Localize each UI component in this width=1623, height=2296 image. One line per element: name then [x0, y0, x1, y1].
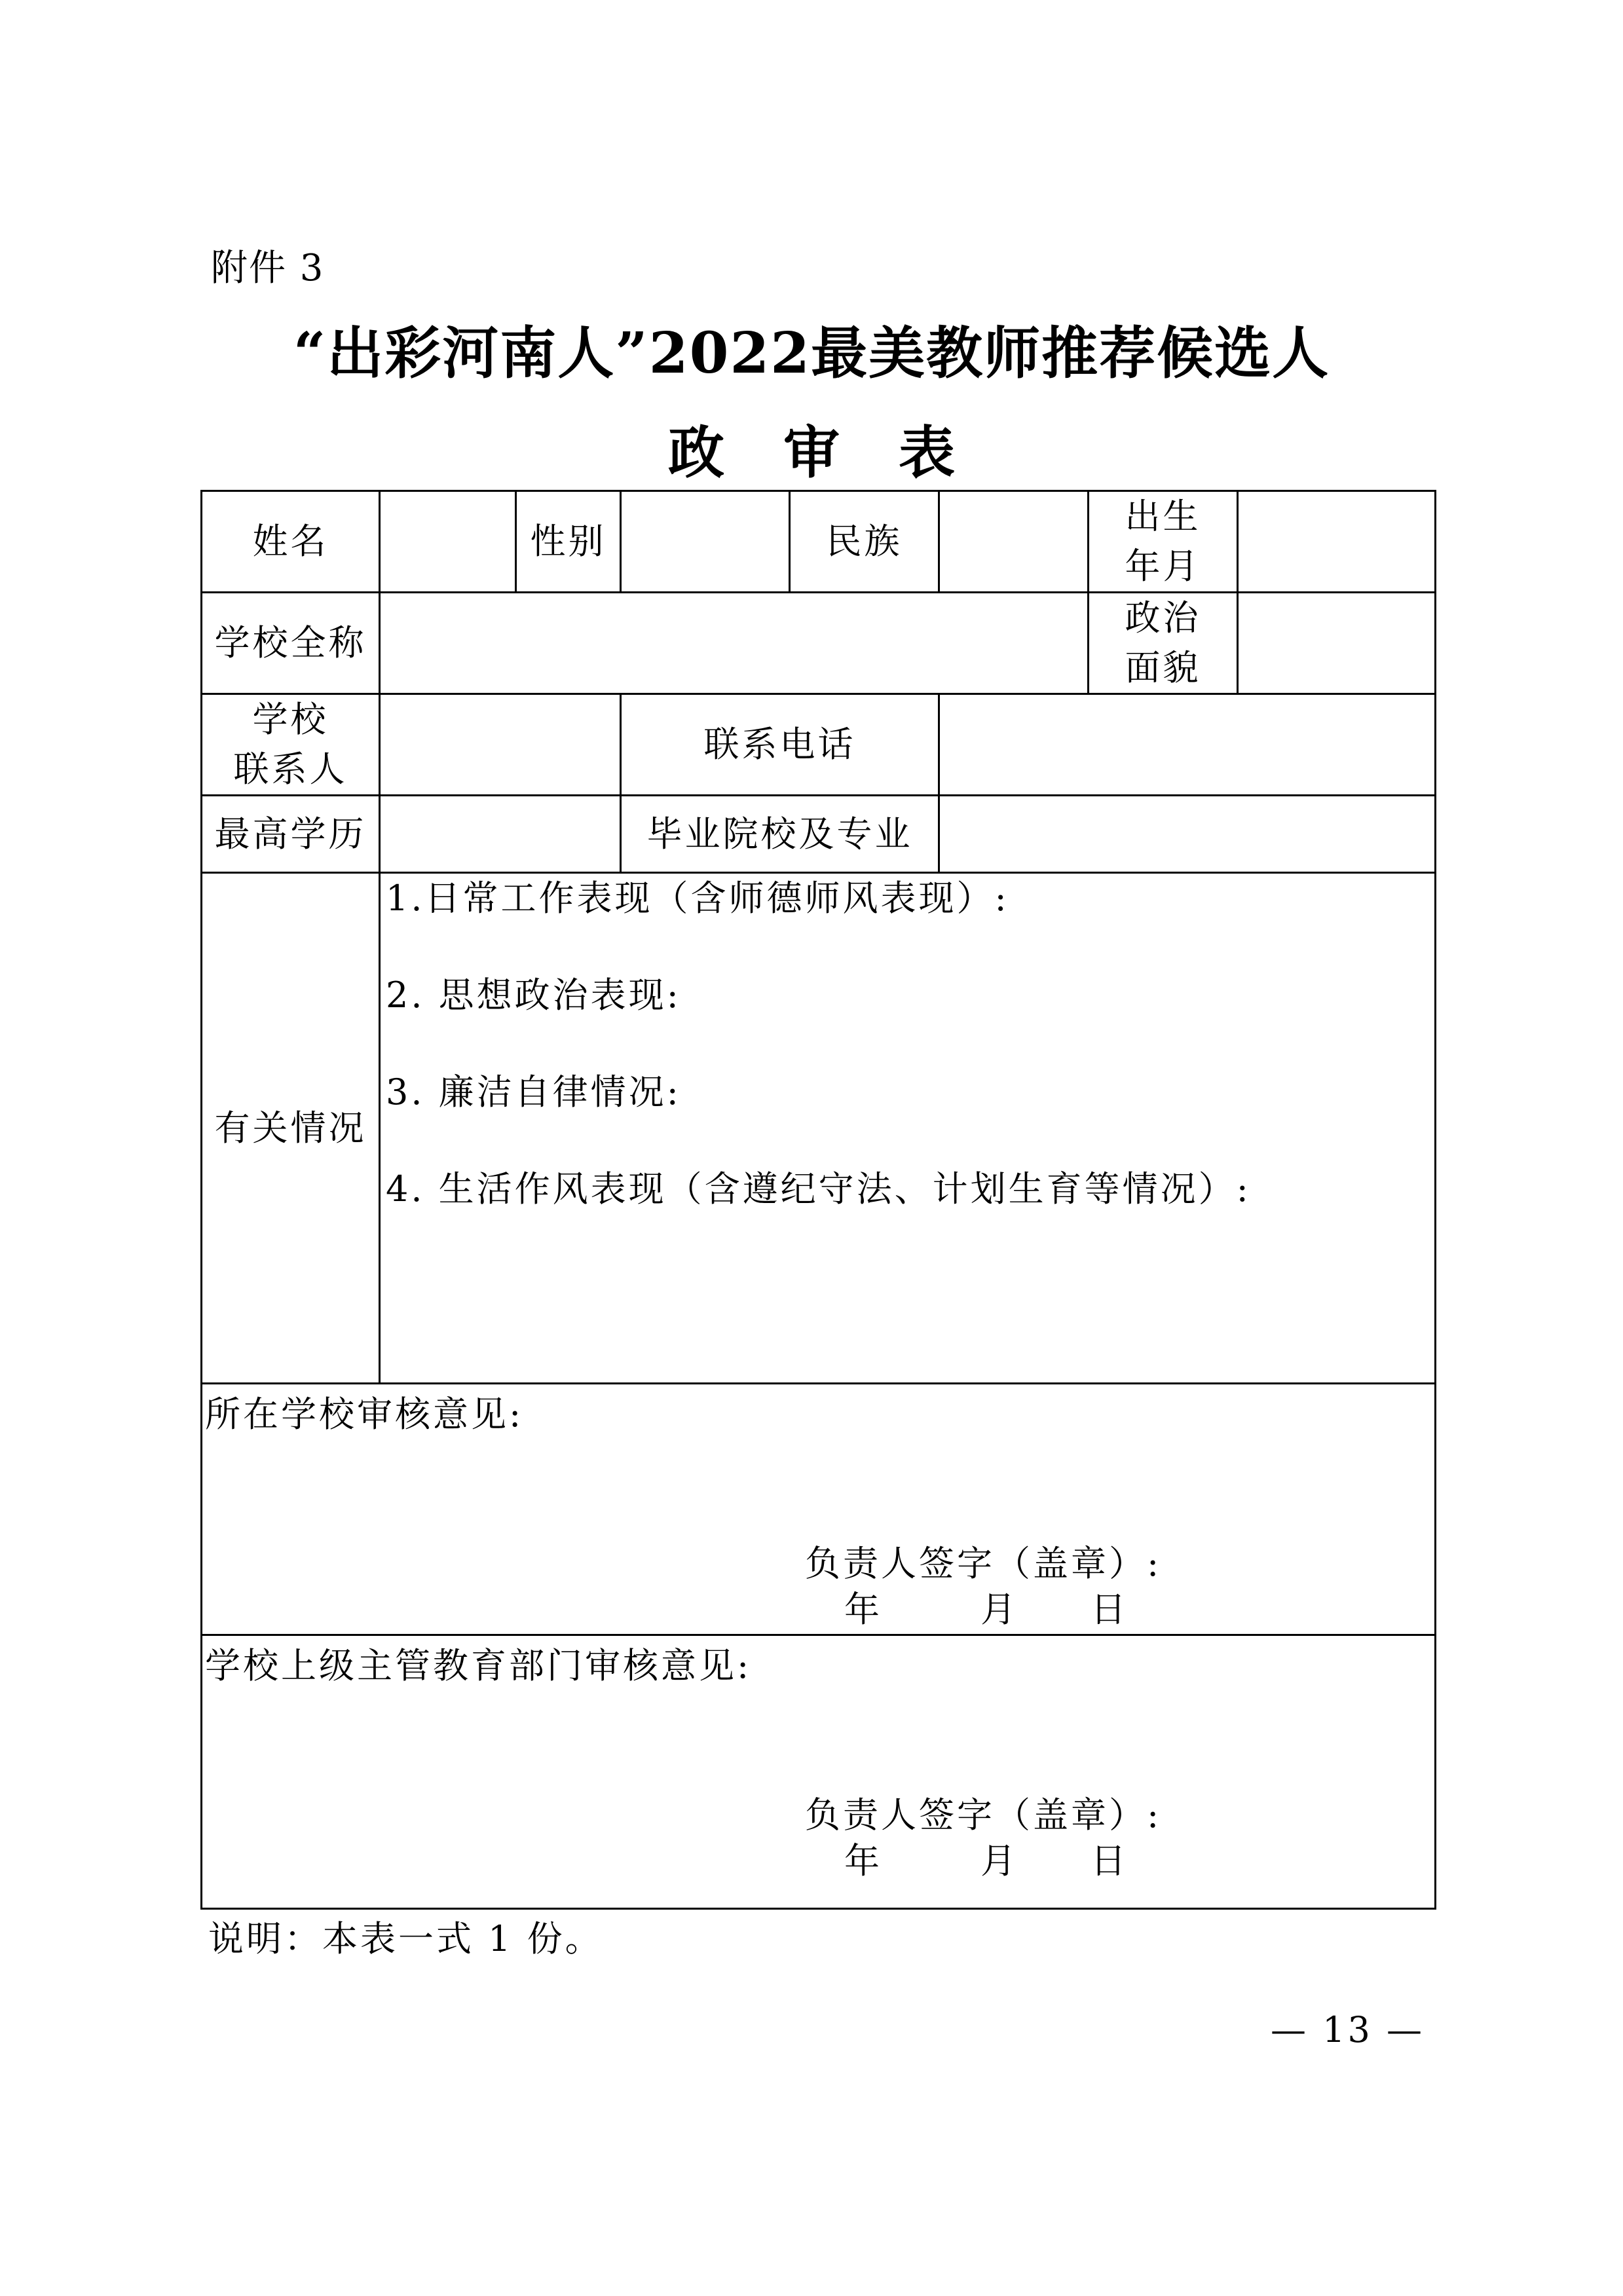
page-number: — 13 —	[1271, 2009, 1425, 2050]
birth-label-line2: 年月	[1125, 546, 1201, 587]
school-contact-label-line2: 联系人	[233, 749, 348, 790]
education-label: 最高学历	[202, 796, 380, 873]
dept-date-month: 月	[980, 1840, 1018, 1881]
school-contact-label-line1: 学校	[252, 699, 329, 740]
page-title: “出彩河南人”2022最美教师推荐候选人	[293, 320, 1330, 386]
page-subtitle: 政审表	[668, 420, 1014, 486]
school-full-name-label: 学校全称	[202, 593, 380, 694]
school-opinion-label: 所在学校审核意见:	[205, 1394, 524, 1435]
situation-item-3: 3. 廉洁自律情况:	[386, 1071, 681, 1113]
ethnicity-label: 民族	[790, 491, 939, 593]
situation-label: 有关情况	[202, 873, 380, 1384]
school-date-month: 月	[980, 1589, 1018, 1630]
situation-item-4: 4. 生活作风表现（含遵纪守法、计划生育等情况）:	[386, 1168, 1251, 1210]
name-label: 姓名	[202, 491, 380, 593]
review-form-table	[200, 490, 1436, 1910]
school-full-name-field[interactable]	[380, 593, 1089, 694]
birth-label	[1089, 491, 1238, 593]
education-field[interactable]	[380, 796, 621, 873]
attachment-label: 附件 3	[211, 247, 325, 289]
dept-opinion-section[interactable]	[202, 1635, 1436, 1909]
dept-date	[844, 1836, 1129, 1886]
school-opinion-section[interactable]	[202, 1384, 1436, 1635]
school-contact-label	[202, 694, 380, 796]
school-date-day: 日	[1091, 1589, 1129, 1630]
situation-item-2: 2. 思想政治表现:	[386, 974, 681, 1016]
ethnicity-field[interactable]	[939, 491, 1089, 593]
gender-field[interactable]	[621, 491, 790, 593]
political-field[interactable]	[1238, 593, 1436, 694]
situation-item-1: 1.日常工作表现（含师德师风表现）:	[386, 878, 1009, 919]
gender-label: 性别	[516, 491, 621, 593]
school-date	[844, 1585, 1129, 1635]
school-sign-label: 负责人签字（盖章）:	[805, 1543, 1162, 1584]
political-label-line2: 面貌	[1125, 647, 1201, 688]
dept-sign-label: 负责人签字（盖章）:	[805, 1794, 1162, 1836]
political-label-line1: 政治	[1125, 597, 1201, 639]
phone-field[interactable]	[939, 694, 1436, 796]
birth-field[interactable]	[1238, 491, 1436, 593]
graduate-label: 毕业院校及专业	[621, 796, 939, 873]
graduate-field[interactable]	[939, 796, 1436, 873]
situation-field[interactable]	[380, 873, 1436, 1384]
dept-date-year: 年	[844, 1840, 882, 1881]
name-field[interactable]	[380, 491, 516, 593]
dept-opinion-label: 学校上级主管教育部门审核意见:	[205, 1645, 752, 1686]
form-note: 说明：本表一式 1 份。	[208, 1918, 603, 1959]
phone-label: 联系电话	[621, 694, 939, 796]
school-date-year: 年	[844, 1589, 882, 1630]
school-contact-field[interactable]	[380, 694, 621, 796]
political-label	[1089, 593, 1238, 694]
birth-label-line1: 出生	[1125, 496, 1201, 537]
dept-date-day: 日	[1091, 1840, 1129, 1881]
